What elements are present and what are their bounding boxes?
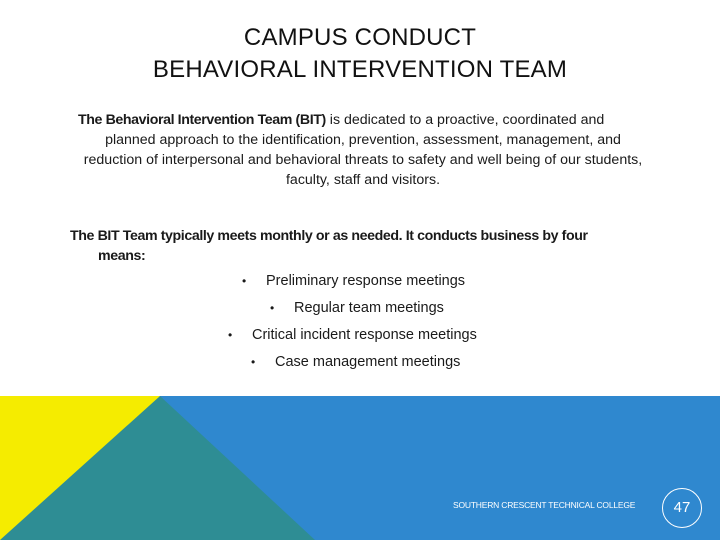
meeting-item-1: Preliminary response meetings [266,273,466,289]
meetings-line-1: The BIT Team typically meets monthly or as needed. It conducts business by four [70,228,588,244]
bullet-icon: • [251,355,256,369]
intro-text-first: is dedicated to a proactive, coordinated and [325,112,605,128]
page-number: 47 [662,488,702,528]
intro-bold-lead: The Behavioral Intervention Team (BIT) [78,112,326,128]
meeting-bullet-3 [228,325,477,345]
intro-paragraph [78,110,648,190]
title-line-2: BEHAVIORAL INTERVENTION TEAM [152,56,568,83]
meeting-bullet-2 [270,298,444,318]
college-name: SOUTHERN CRESCENT TECHNICAL COLLEGE [453,500,636,510]
meeting-bullet-4 [251,352,460,372]
meeting-item-2: Regular team meetings [294,300,444,316]
meeting-bullet-1 [242,271,465,291]
title-line-1: CAMPUS CONDUCT [243,24,477,51]
bullet-icon: • [228,328,233,342]
meeting-item-4: Case management meetings [275,354,461,370]
slide-title [0,22,720,86]
footer-background [0,396,720,540]
intro-text-rest: planned approach to the identification, prevention, assessment, management, and reduction of interpersonal and behavioral threats to safety and well being of our students, faculty, staff and visitors. [83,132,643,188]
meetings-paragraph [70,226,630,266]
bullet-icon: • [270,301,275,315]
meeting-item-3: Critical incident response meetings [252,327,477,343]
intro-first-line [78,110,648,130]
meetings-line-2: means: [98,248,146,264]
bullet-icon: • [242,274,247,288]
